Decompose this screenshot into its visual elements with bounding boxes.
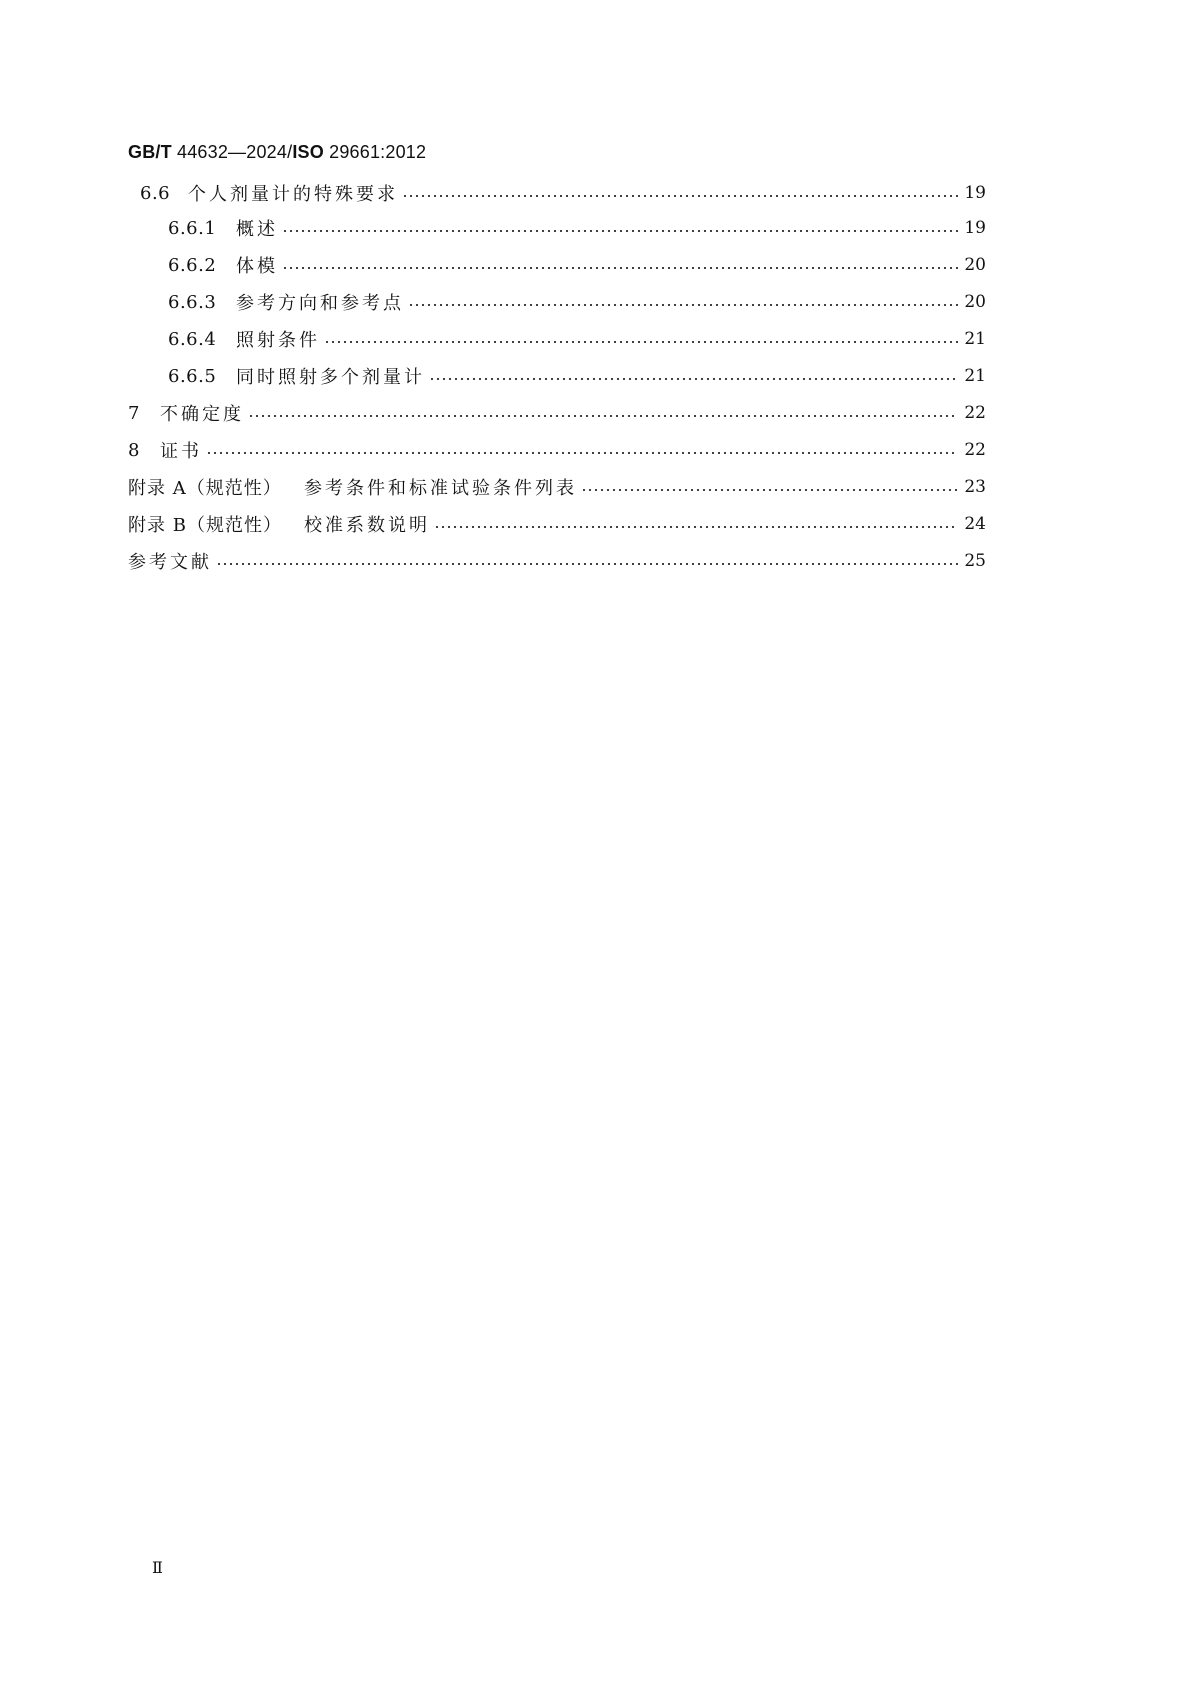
toc-entry-title: 概述: [236, 219, 278, 240]
toc-entry-title: 参考条件和标准试验条件列表: [304, 478, 577, 499]
toc-leader-dots: [206, 436, 958, 464]
toc-entry-page: 22: [964, 440, 986, 460]
toc-entry-page: 20: [964, 255, 986, 275]
toc-leader-dots: [408, 288, 958, 316]
toc-entry-page: 21: [964, 329, 986, 349]
iso-number: 29661:2012: [329, 142, 427, 162]
toc-leader-dots: [434, 510, 958, 538]
page-number: Ⅱ: [152, 1558, 163, 1577]
toc-leader-dots: [402, 179, 958, 207]
toc-entry-title: 参考方向和参考点: [236, 293, 404, 314]
document-header: [128, 142, 426, 163]
toc-entry-7[interactable]: [128, 399, 986, 427]
toc-entry-6-6-4[interactable]: [168, 325, 986, 353]
toc-entry-page: 22: [964, 403, 986, 423]
toc-entry-page: 20: [964, 292, 986, 312]
toc-leader-dots: [429, 362, 958, 390]
toc-entry-6-6-2[interactable]: [168, 251, 986, 279]
toc-entry-number: 6.6.2: [168, 254, 217, 276]
toc-entry-number: 6.6: [140, 182, 171, 204]
toc-entry-number: 6.6.4: [168, 328, 217, 350]
toc-leader-dots: [282, 251, 958, 279]
toc-leader-dots: [216, 547, 958, 575]
toc-entry-title: 证书: [160, 441, 202, 462]
toc-entry-appendix-b[interactable]: [128, 510, 986, 538]
toc-entry-page: 24: [964, 514, 986, 534]
toc-entry-bibliography[interactable]: [128, 547, 986, 575]
toc-entry-page: 23: [964, 477, 986, 497]
toc-entry-number: 附录 B（规范性）: [128, 515, 282, 536]
toc-leader-dots: [581, 473, 958, 501]
standard-code: GB/T: [128, 142, 172, 162]
toc-entry-6-6-1[interactable]: [168, 214, 986, 242]
toc-entry-6-6-5[interactable]: [168, 362, 986, 390]
toc-entry-number: 6.6.5: [168, 365, 217, 387]
toc-entry-appendix-a[interactable]: [128, 473, 986, 501]
toc-leader-dots: [282, 214, 958, 242]
toc-entry-8[interactable]: [128, 436, 986, 464]
toc-entry-number: 7: [128, 402, 140, 424]
toc-entry-page: 19: [964, 183, 986, 203]
toc-entry-page: 19: [964, 218, 986, 238]
toc-entry-number: 8: [128, 439, 140, 461]
toc-entry-6-6[interactable]: [140, 179, 986, 207]
standard-number: 44632—2024/: [177, 142, 293, 162]
toc-entry-number: 附录 A（规范性）: [128, 478, 282, 499]
toc-entry-title: 照射条件: [236, 330, 320, 351]
toc-leader-dots: [324, 325, 958, 353]
toc-entry-number: 6.6.1: [168, 217, 217, 239]
toc-entry-page: 21: [964, 366, 986, 386]
toc-entry-title: 体模: [236, 256, 278, 277]
toc-entry-title: 参考文献: [128, 552, 212, 573]
toc-entry-title: 校准系数说明: [304, 515, 430, 536]
toc-entry-title: 不确定度: [160, 404, 244, 425]
toc-entry-6-6-3[interactable]: [168, 288, 986, 316]
toc-entry-number: 6.6.3: [168, 291, 217, 313]
toc-entry-page: 25: [964, 551, 986, 571]
toc-entry-title: 同时照射多个剂量计: [236, 367, 425, 388]
toc-entry-title: 个人剂量计的特殊要求: [188, 184, 398, 205]
toc-leader-dots: [248, 399, 958, 427]
iso-code: ISO: [292, 142, 324, 162]
